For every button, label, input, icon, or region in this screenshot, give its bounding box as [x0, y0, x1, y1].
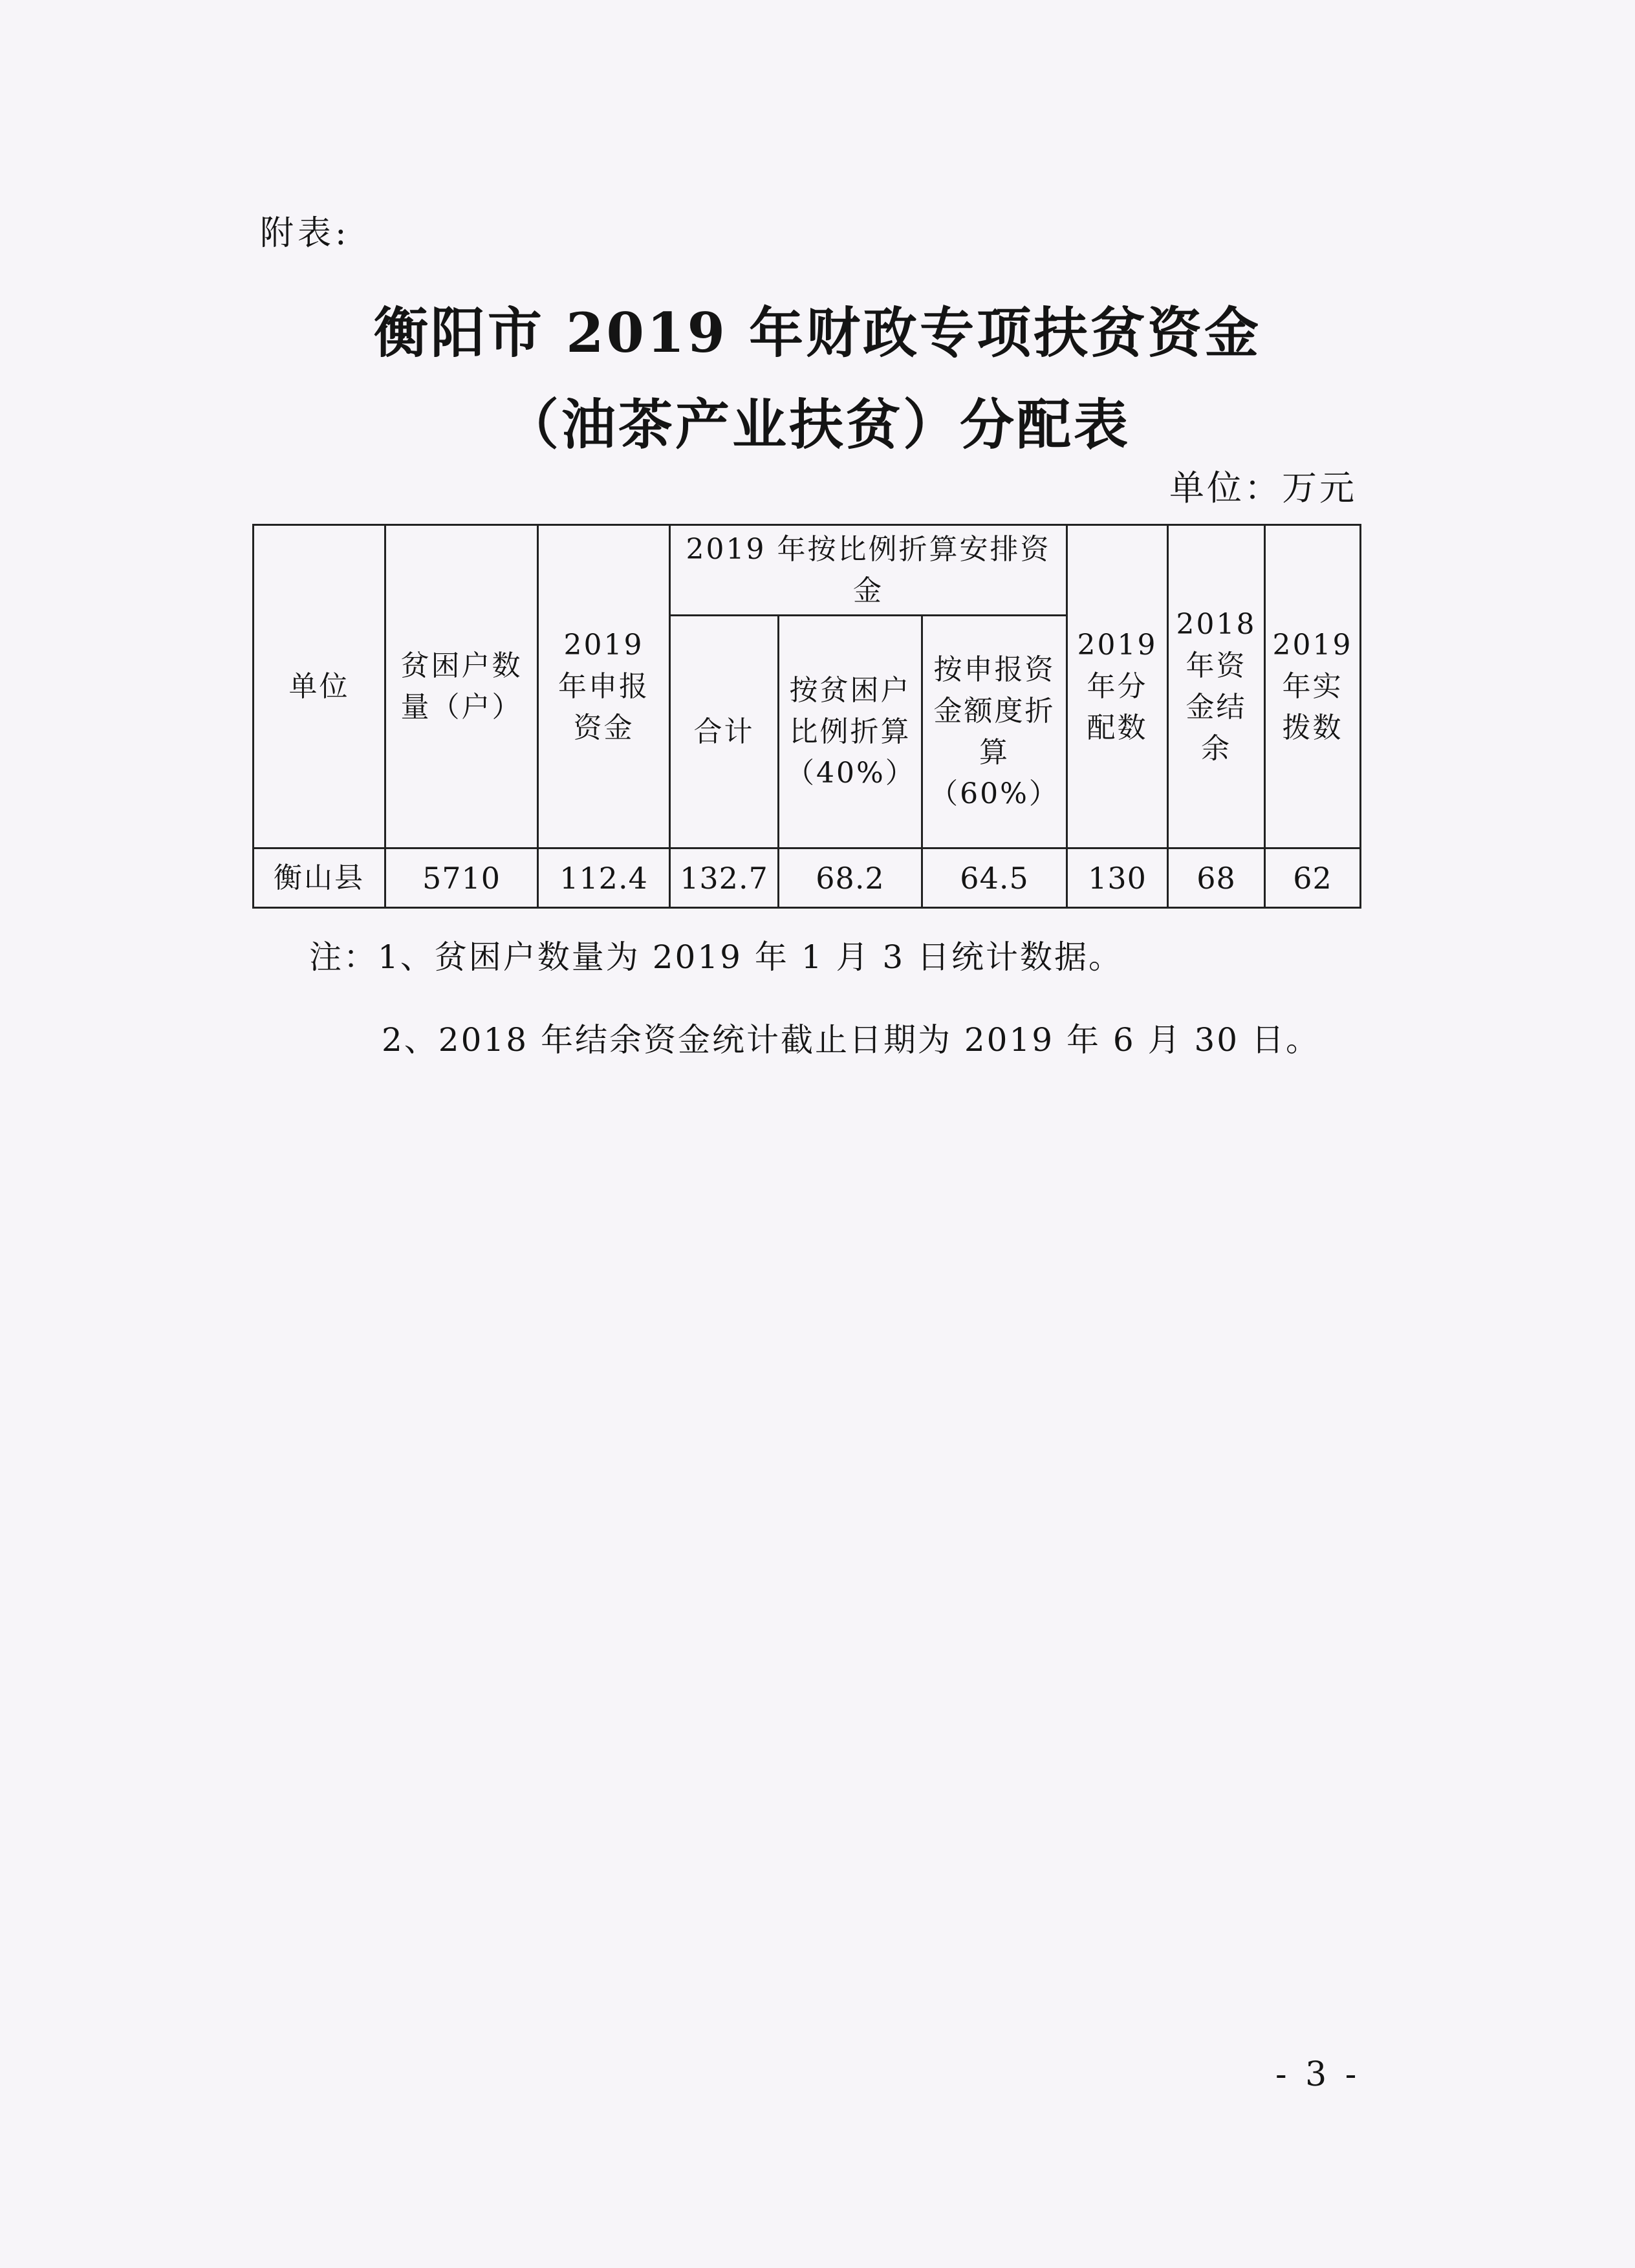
header-unit: 单位	[254, 525, 385, 848]
note-1: 注：1、贫困户数量为 2019 年 1 月 3 日统计数据。	[309, 938, 1123, 976]
header-group-2019: 2019 年按比例折算安排资金	[670, 525, 1067, 616]
cell-allocated-2019: 130	[1067, 848, 1168, 908]
cell-declared-2019: 112.4	[538, 848, 670, 908]
header-balance-2018: 2018 年资金结余	[1168, 525, 1265, 848]
header-actual-2019: 2019 年实拨数	[1265, 525, 1361, 848]
cell-sum: 132.7	[670, 848, 779, 908]
cell-unit: 衡山县	[254, 848, 385, 908]
document-title-line2: （油茶产业扶贫）分配表	[504, 393, 1131, 457]
header-allocated-2019: 2019 年分配数	[1067, 525, 1168, 848]
header-by-poor-ratio: 按贫困户比例折算（40%）	[779, 616, 922, 848]
header-declared-2019: 2019 年申报资金	[538, 525, 670, 848]
cell-by-declared-amount: 64.5	[922, 848, 1067, 908]
attachment-label: 附表:	[260, 214, 351, 253]
header-by-declared-amount: 按申报资金额度折算（60%）	[922, 616, 1067, 848]
cell-balance-2018: 68	[1168, 848, 1265, 908]
allocation-table	[252, 524, 1361, 909]
cell-poor-households: 5710	[385, 848, 538, 908]
table-row	[254, 848, 1361, 908]
document-title-line1: 衡阳市 2019 年财政专项扶贫资金	[373, 301, 1262, 365]
cell-by-poor-ratio: 68.2	[779, 848, 922, 908]
header-poor-households: 贫困户数量（户）	[385, 525, 538, 848]
page-number: - 3 -	[1275, 2055, 1361, 2094]
cell-actual-2019: 62	[1265, 848, 1361, 908]
header-sum: 合计	[670, 616, 779, 848]
unit-label: 单位：万元	[1169, 468, 1357, 508]
note-2: 2、2018 年结余资金统计截止日期为 2019 年 6 月 30 日。	[382, 1021, 1320, 1059]
